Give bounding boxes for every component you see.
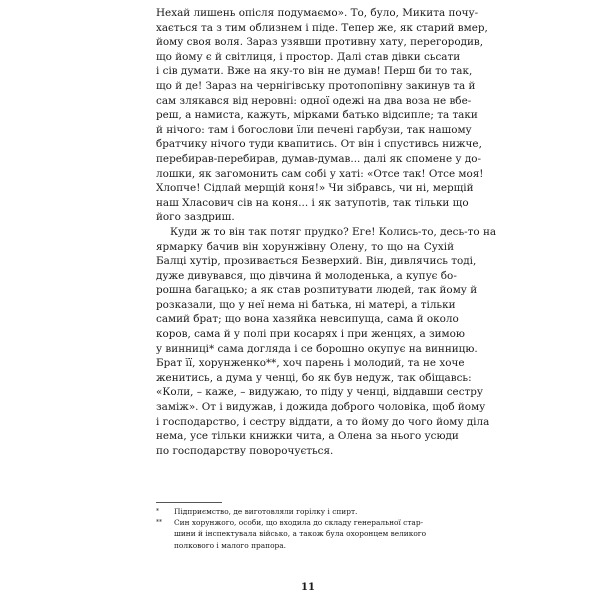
text-line: реш, а намиста, кажуть, мірками батько відсипле; та таки bbox=[156, 109, 478, 122]
footnote-marker: ** bbox=[156, 519, 162, 527]
text-line: заміж». От і видужав, і дожида доброго чоловіка, щоб йому bbox=[156, 401, 486, 414]
text-line: Нехай лишень опісля подумаємо». То, було, Микита почу- bbox=[156, 7, 479, 19]
text-line: ярмарку бачив він хорунжівну Олену, то що на Сухій bbox=[156, 240, 454, 253]
footnote-marker: * bbox=[156, 508, 159, 515]
text-line: і господарство, і сестру віддати, а то йому до чого йому діла bbox=[156, 415, 490, 428]
text-line: хається та з тим облизнем і піде. Тепер же, як старий вмер, bbox=[156, 21, 488, 34]
text-line: сам злякався від неровні: одної одежі на два воза не вбе- bbox=[156, 94, 472, 107]
text-line: Хлопче! Сідлай мерщій коня!» Чи зібравсь, чи ні, мерщій bbox=[156, 182, 474, 195]
footnote-line: шини й інспектувала військо, а також була охоронцем великого bbox=[174, 529, 427, 539]
text-line: й нічого: там і богослови їли печені гарбузи, так нашому bbox=[156, 123, 472, 136]
text-line: що й де! Зараз на чернігівську протопопівну закинув та й bbox=[156, 79, 476, 92]
text-line: «Коли, – каже, – видужаю, то піду у ченці, віддавши сестру bbox=[156, 386, 484, 399]
text-line: наш Хласович сів на коня... і як затупотів, так тільки що bbox=[156, 196, 469, 209]
text-line: йому своя воля. Зараз узявши противну хату, перегородив, bbox=[156, 36, 484, 49]
text-line: нема, усе тільки книжки чита, а Олена за нього усюди bbox=[156, 430, 459, 443]
footnote-line bbox=[156, 506, 454, 517]
text-line: коров, сама й у полі при косарях і при женцях, а зимою bbox=[156, 328, 465, 341]
footnote-line bbox=[156, 517, 454, 528]
text-line: і сів думати. Вже на яку-то він не думав! Перш би то так, bbox=[156, 65, 473, 78]
footnote-divider bbox=[156, 502, 222, 503]
text-line: дуже дивувався, що дівчина й молоденька, а купує бо- bbox=[156, 269, 457, 282]
text-line: що йому є й світлиця, і простор. Далі став дівки сьсати bbox=[156, 50, 461, 63]
text-line: рошна багацько; а як став розпитувати людей, так йому й bbox=[156, 284, 478, 297]
footnote-text: Підприємство, де виготовляли горілку і спирт. bbox=[174, 507, 358, 516]
text-line: самий брат; що вона хазяйка невсипуща, сама й около bbox=[156, 313, 459, 326]
text-line: Куди ж то він так потяг прудко? Еге! Колись-то, десь-то на bbox=[170, 225, 497, 238]
text-line: розказали, що у неї нема ні батька, ні матері, а тільки bbox=[156, 298, 456, 311]
footnotes bbox=[156, 506, 454, 551]
page-number: 11 bbox=[301, 582, 315, 593]
text-line: Балці хутір, прозивається Безверхий. Він, дивлячись тоді, bbox=[156, 255, 477, 268]
footnote-text: Син хорунжого, особи, що входила до складу генеральної стар- bbox=[174, 518, 424, 528]
text-line: по господарству поворочується. bbox=[156, 444, 334, 457]
text-line: женитись, а дума у ченці, бо як був недуж, так обіщавсь: bbox=[156, 371, 472, 384]
body-text bbox=[156, 6, 497, 458]
text-line: перебирав-перебирав, думав-думав... далі як спомене у до- bbox=[156, 152, 481, 165]
text-line: братчику нічого туди квапитись. От він і спустивсь нижче, bbox=[156, 138, 482, 151]
text-line: його заздриш. bbox=[156, 211, 235, 224]
footnote-line: полкового і малого прапора. bbox=[174, 540, 287, 550]
text-line: Брат її, хорунженко**, хоч парень і молодий, та не хоче bbox=[156, 357, 465, 370]
text-line: у винниці* сама догляда і се борошно окупує на винницю. bbox=[156, 342, 478, 355]
text-line: лошки, як загомонить сам собі у хаті: «Отсе так! Отсе моя! bbox=[156, 167, 484, 180]
